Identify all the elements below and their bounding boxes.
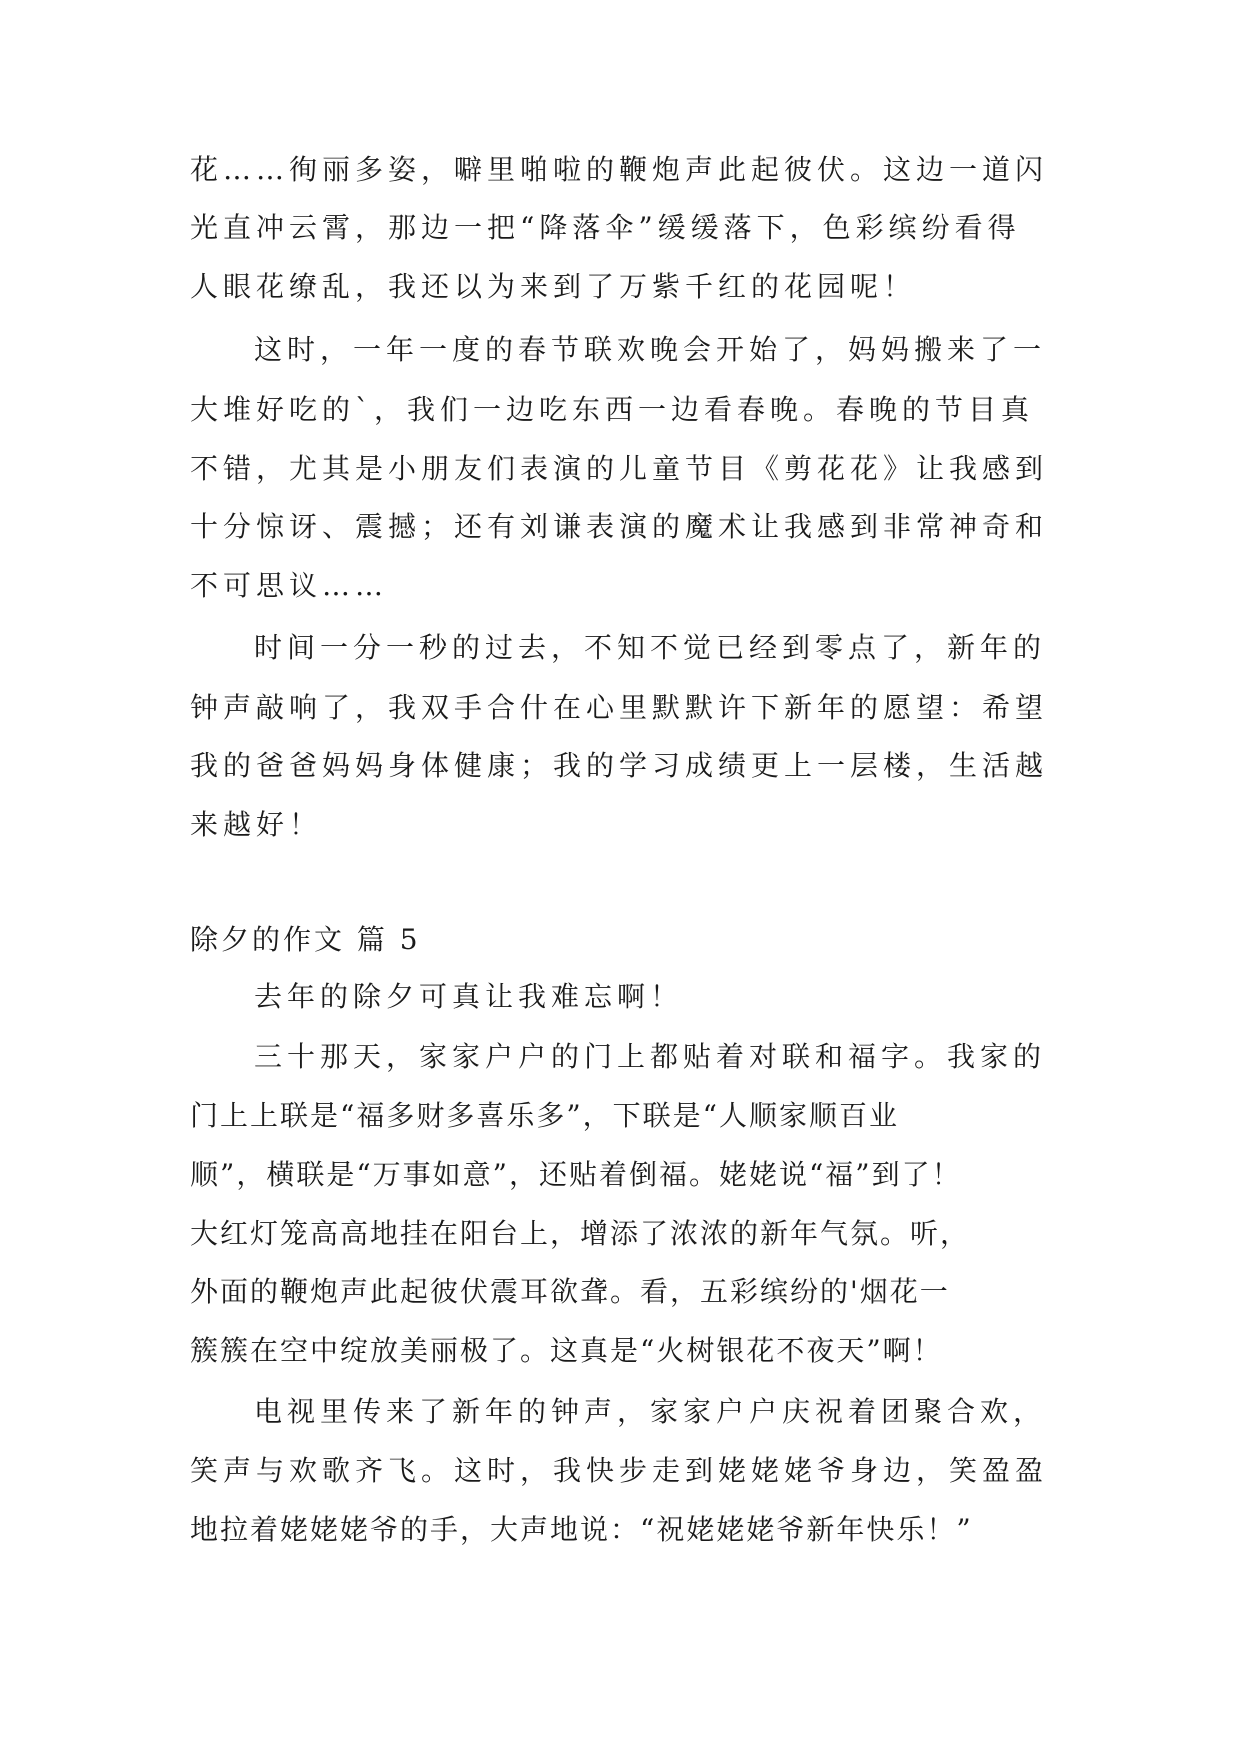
paragraph-line: 笑声与欢歌齐飞。这时，我快步走到姥姥姥爷身边，笑盈盈 [190, 1454, 1049, 1487]
paragraph-line: 去年的除夕可真让我难忘啊！ [254, 980, 684, 1013]
paragraph-line: 时间一分一秒的过去，不知不觉已经到零点了，新年的 [254, 631, 1047, 664]
paragraph-line: 大堆好吃的`，我们一边吃东西一边看春晚。春晚的节目真 [190, 393, 1035, 426]
paragraph-line: 来越好！ [190, 808, 323, 841]
paragraph-line: 外面的鞭炮声此起彼伏震耳欲聋。看，五彩缤纷的'烟花一 [190, 1275, 950, 1308]
paragraph-line: 不可思议…… [190, 569, 389, 602]
paragraph-line: 我的爸爸妈妈身体健康；我的学习成绩更上一层楼，生活越 [190, 749, 1049, 782]
paragraph-line: 光直冲云霄，那边一把“降落伞”缓缓落下，色彩缤纷看得 [190, 211, 1021, 244]
paragraph-line: 钟声敲响了，我双手合什在心里默默许下新年的愿望：希望 [190, 691, 1049, 724]
paragraph-line: 地拉着姥姥姥爷的手，大声地说：“祝姥姥姥爷新年快乐！” [190, 1513, 973, 1546]
paragraph-line: 花……徇丽多姿，噼里啪啦的鞭炮声此起彼伏。这边一道闪 [190, 153, 1049, 186]
paragraph-line: 三十那天，家家户户的门上都贴着对联和福字。我家的 [254, 1040, 1047, 1073]
paragraph-line: 顺”，横联是“万事如意”，还贴着倒福。姥姥说“福”到了！ [190, 1158, 962, 1191]
paragraph-line: 十分惊讶、震撼；还有刘谦表演的魔术让我感到非常神奇和 [190, 510, 1049, 543]
section-heading: 除夕的作文 篇 5 [190, 923, 421, 956]
paragraph-line: 这时，一年一度的春节联欢晚会开始了，妈妈搬来了一 [254, 333, 1047, 366]
paragraph-line: 簇簇在空中绽放美丽极了。这真是“火树银花不夜天”啊！ [190, 1334, 943, 1367]
paragraph-line: 不错，尤其是小朋友们表演的儿童节目《剪花花》让我感到 [190, 452, 1049, 485]
paragraph-line: 门上上联是“福多财多喜乐多”，下联是“人顺家顺百业 [190, 1099, 899, 1132]
paragraph-line: 电视里传来了新年的钟声，家家户户庆祝着团聚合欢， [254, 1395, 1047, 1428]
paragraph-line: 大红灯笼高高地挂在阳台上，增添了浓浓的新年气氛。听， [190, 1217, 971, 1250]
paragraph-line: 人眼花缭乱，我还以为来到了万紫千红的花园呢！ [190, 270, 917, 303]
